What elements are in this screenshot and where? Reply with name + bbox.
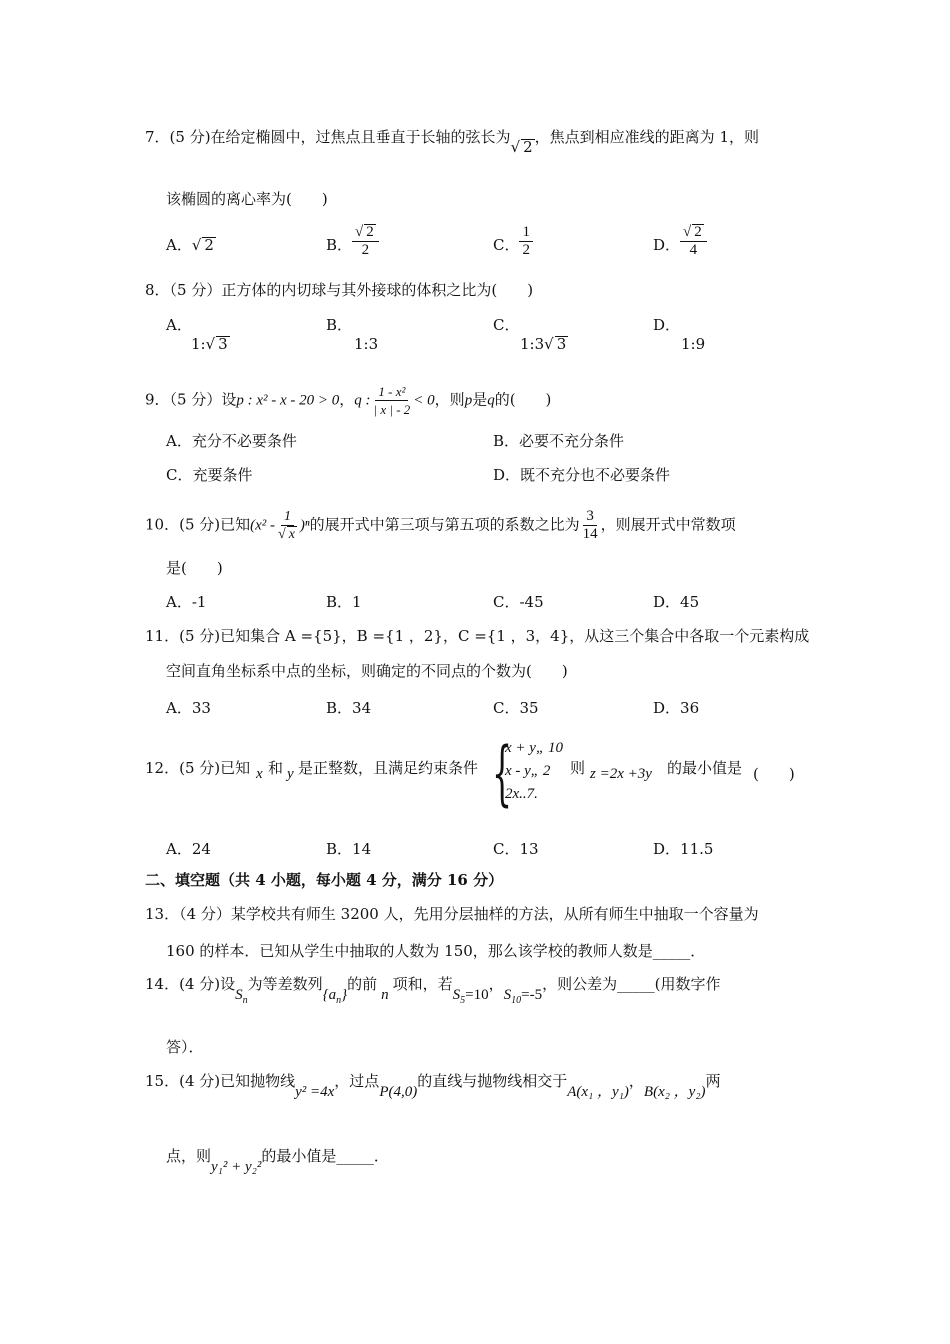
q11-option-a[interactable]: A．33 <box>166 699 211 717</box>
q12-and: 和 <box>268 759 284 777</box>
q12-y: y <box>287 766 294 782</box>
q8-stem: 8．（5 分）正方体的内切球与其外接球的体积之比为( ) <box>145 281 534 299</box>
q7-sqrt: 2 <box>523 138 533 156</box>
q12-option-b[interactable]: B．14 <box>326 840 372 858</box>
q15-line2: 点，则y₁² + y₂²的最小值是_____． <box>166 1147 389 1175</box>
q12-min-text: 的最小值是 <box>667 759 743 777</box>
q13-line2: 160 的样本．已知从学生中抽取的人数为 150，那么该学校的教师人数是_____． <box>166 942 706 960</box>
q12-condition-text: 是正整数，且满足约束条件 <box>298 759 479 777</box>
q8-option-c[interactable]: C． 1:3√ 3 <box>493 316 567 353</box>
q14-line2: 答）． <box>166 1038 204 1056</box>
q7-option-b[interactable]: B． $\frac{√ 2}{2}$ <box>326 224 379 259</box>
q10-option-d[interactable]: D．45 <box>653 593 700 611</box>
q11-line1: 11．(5 分)已知集合 A ={5}，B ={1 ，2}，C ={1 ，3，4}，从这三个集合中各取一个元素构成 <box>145 627 810 645</box>
q10-option-c[interactable]: C．-45 <box>493 593 544 611</box>
q12-constraint-2: x - y„ 2 <box>505 763 551 779</box>
q7-line2: 该椭圆的离心率为( ) <box>166 190 328 208</box>
q10-line1: 10．(5 分)已知(x² - $\frac{1}{√ x}$ )ⁿ的展开式中第三项与第五项的系数之比为 $\frac{3}{14}$ ，则展开式中常数项 <box>145 508 736 542</box>
q12-line: 12．(5 分)已知 <box>145 759 251 777</box>
q7-line1: 7．(5 分)在给定椭圆中，过焦点且垂直于长轴的弦长为√ 2，焦点到相应准线的距离为 1，则 <box>145 128 759 156</box>
q12-constraint-3: 2x..7. <box>505 786 538 802</box>
q7-prefix: 7．(5 分)在给定椭圆中，过焦点且垂直于长轴的弦长为 <box>145 128 511 146</box>
q8-option-d[interactable]: D． 1:9 <box>653 316 706 353</box>
section-heading: 二、填空题（共 4 小题，每小题 4 分，满分 16 分） <box>145 871 504 889</box>
q7-option-a[interactable]: A．√ 2 <box>166 236 214 254</box>
q12-option-a[interactable]: A．24 <box>166 840 211 858</box>
q10-line2: 是( ) <box>166 559 223 577</box>
q9-p-condition: p : x² - x - 20 > 0 <box>236 392 340 409</box>
q12-then: 则 <box>570 759 586 777</box>
q15-line1: 15．(4 分)已知抛物线y² =4x，过点P(4,0)的直线与抛物线相交于A(x₁ ，y₁)，B(x₂ ，y₂)两 <box>145 1072 721 1100</box>
q12-option-d[interactable]: D．11.5 <box>653 840 714 858</box>
q12-brace: { <box>492 732 513 814</box>
q7-option-c[interactable]: C． $\frac{1}{2}$ <box>493 224 533 259</box>
q7-suffix: ，焦点到相应准线的距离为 1，则 <box>534 128 759 146</box>
q12-constraint-1: x + y„ 10 <box>505 740 564 756</box>
q10-option-a[interactable]: A．-1 <box>166 593 207 611</box>
q12-x: x <box>256 766 263 782</box>
q12-constraints <box>505 737 563 806</box>
q7-option-d[interactable]: D． $\frac{√ 2}{4}$ <box>653 224 707 259</box>
q12-objective: z =2x +3y <box>590 766 652 782</box>
q11-line2: 空间直角坐标系中点的坐标，则确定的不同点的个数为( ) <box>166 662 568 680</box>
q9-option-c[interactable]: C．充要条件 <box>166 466 253 484</box>
q9-option-d[interactable]: D．既不充分也不必要条件 <box>493 466 671 484</box>
q9-option-a[interactable]: A．充分不必要条件 <box>166 432 297 450</box>
q14-line1: 14．(4 分)设$S_n$为等差数列$\{a_n\}$的前n项和，若$S_5=10$，$S_{10}=-5$，则公差为_____(用数字作 <box>145 975 721 1006</box>
q12-paren: ( ) <box>753 765 795 783</box>
q8-option-a[interactable]: A． 1:√ 3 <box>166 316 228 353</box>
q12-option-c[interactable]: C．13 <box>493 840 539 858</box>
q9-line: 9．（5 分）设p : x² - x - 20 > 0，q : $\frac{\text{1 - x²}}{| x | - 2}$ < 0，则p是q的( ) <box>145 384 552 417</box>
q8-option-b[interactable]: B． 1:3 <box>326 316 379 353</box>
q11-option-d[interactable]: D．36 <box>653 699 700 717</box>
q11-option-b[interactable]: B．34 <box>326 699 372 717</box>
q13-line1: 13．（4 分）某学校共有师生 3200 人，先用分层抽样的方法，从所有师生中抽取一个容量为 <box>145 905 759 923</box>
q9-option-b[interactable]: B．必要不充分条件 <box>493 432 625 450</box>
q11-option-c[interactable]: C．35 <box>493 699 539 717</box>
q10-option-b[interactable]: B．1 <box>326 593 362 611</box>
